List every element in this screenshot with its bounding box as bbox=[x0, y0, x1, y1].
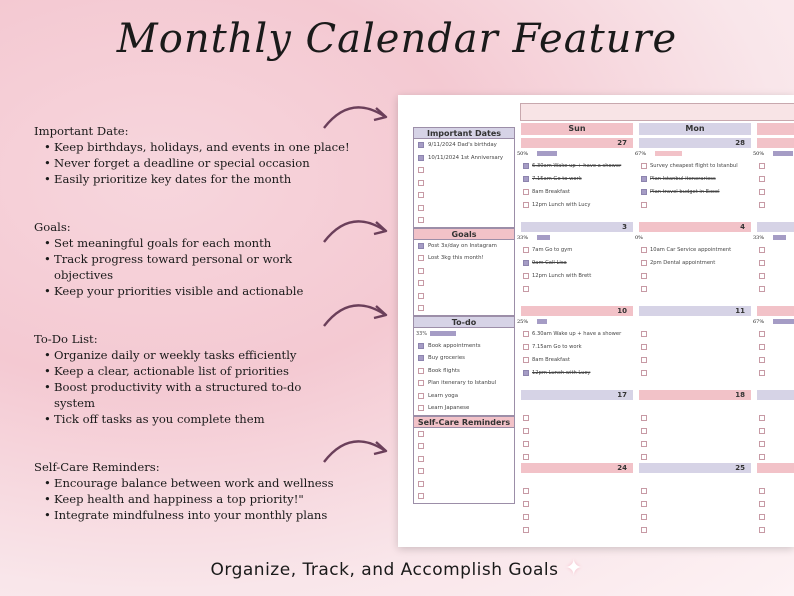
checkbox[interactable] bbox=[641, 428, 647, 434]
checkbox[interactable] bbox=[523, 488, 529, 494]
list-item-label: Learn yoga bbox=[428, 392, 458, 399]
checkbox[interactable] bbox=[641, 488, 647, 494]
task-row bbox=[639, 198, 751, 211]
list-item: • Encourage balance between work and wellness bbox=[44, 475, 334, 491]
task-row bbox=[639, 282, 751, 295]
checkbox[interactable] bbox=[418, 368, 424, 374]
list-item bbox=[414, 164, 514, 177]
list-item: • Keep a clear, actionable list of priorities bbox=[44, 363, 334, 379]
task-row bbox=[521, 282, 633, 295]
task-label: 2pm Dental appointment bbox=[650, 259, 716, 266]
task-row bbox=[639, 411, 751, 424]
list-item-label: Post 3x/day on Instagram bbox=[428, 242, 497, 249]
list-item bbox=[414, 202, 514, 215]
progress-bar bbox=[655, 151, 682, 156]
checkbox[interactable] bbox=[523, 501, 529, 507]
task-label: 7.15am Go to work bbox=[532, 175, 582, 182]
checkbox[interactable] bbox=[418, 217, 424, 223]
checkbox[interactable] bbox=[641, 415, 647, 421]
progress-label: 0% bbox=[635, 234, 643, 241]
list-item: • Set meaningful goals for each month bbox=[44, 235, 324, 251]
checkbox[interactable] bbox=[523, 454, 529, 460]
list-item bbox=[414, 139, 514, 152]
list-item bbox=[414, 177, 514, 190]
task-label: 6.30am Wake up + have a shower bbox=[532, 330, 622, 337]
sparkle-icon: ✦ bbox=[564, 556, 584, 581]
progress-row bbox=[517, 149, 794, 158]
day-cell-sun bbox=[521, 327, 633, 379]
progress-bar bbox=[773, 235, 786, 240]
task-label: 12pm Lunch with Lucy bbox=[532, 201, 591, 208]
checkbox[interactable] bbox=[759, 428, 765, 434]
task-row bbox=[639, 484, 751, 497]
day-cell-mon bbox=[639, 243, 751, 295]
list-item: • Never forget a deadline or special occasion bbox=[44, 155, 350, 171]
task-row bbox=[757, 185, 768, 198]
sidebar-section-list bbox=[413, 240, 515, 316]
task-row bbox=[521, 172, 633, 185]
checkbox[interactable] bbox=[418, 180, 424, 186]
progress-bar bbox=[537, 151, 557, 156]
day-number: 4 bbox=[639, 222, 751, 232]
list-item bbox=[414, 490, 514, 503]
checkbox[interactable] bbox=[641, 501, 647, 507]
checkbox[interactable] bbox=[641, 176, 647, 182]
page-title: Monthly Calendar Feature bbox=[116, 16, 678, 62]
task-row bbox=[521, 497, 633, 510]
task-row bbox=[639, 510, 751, 523]
day-number: 24 bbox=[521, 463, 633, 473]
progress-bar bbox=[537, 319, 547, 324]
day-number bbox=[757, 463, 794, 473]
footer-tagline: Organize, Track, and Accomplish Goals ✦ bbox=[210, 556, 584, 581]
task-row bbox=[521, 353, 633, 366]
task-label: 9am Call Lisa bbox=[532, 259, 567, 266]
checkbox[interactable] bbox=[523, 260, 529, 266]
checkbox[interactable] bbox=[523, 527, 529, 533]
list-item-label: Book appointments bbox=[428, 342, 481, 349]
curved-arrow-icon bbox=[320, 296, 392, 336]
task-row bbox=[639, 172, 751, 185]
progress-label: 33% bbox=[753, 234, 765, 241]
checkbox[interactable] bbox=[641, 527, 647, 533]
sidebar-section-title: Self-Care Reminders bbox=[413, 416, 515, 428]
progress-label: 67% bbox=[753, 318, 765, 325]
calendar-header-bar bbox=[520, 103, 794, 121]
day-number bbox=[757, 390, 794, 400]
list-item: • Keep your priorities visible and actionable bbox=[44, 283, 324, 299]
task-row bbox=[521, 243, 633, 256]
checkbox[interactable] bbox=[641, 441, 647, 447]
checkbox[interactable] bbox=[418, 380, 424, 386]
checkbox[interactable] bbox=[641, 454, 647, 460]
task-row bbox=[639, 366, 751, 379]
checkbox[interactable] bbox=[418, 280, 424, 286]
checkbox[interactable] bbox=[418, 305, 424, 311]
list-item bbox=[414, 453, 514, 466]
task-row bbox=[521, 523, 633, 536]
list-item bbox=[414, 478, 514, 491]
task-row bbox=[639, 437, 751, 450]
task-row bbox=[521, 159, 633, 172]
sidebar-section-list bbox=[413, 139, 515, 228]
list-item: • Organize daily or weekly tasks efficiently bbox=[44, 347, 334, 363]
list-item bbox=[414, 252, 514, 265]
day-number bbox=[757, 306, 794, 316]
sidebar-section-list bbox=[413, 328, 515, 416]
task-row bbox=[757, 327, 768, 340]
checkbox[interactable] bbox=[523, 189, 529, 195]
task-label: Plan travel budget in Excel bbox=[650, 188, 720, 195]
checkbox[interactable] bbox=[759, 176, 765, 182]
checkbox[interactable] bbox=[759, 357, 765, 363]
list-item bbox=[414, 402, 514, 415]
task-row bbox=[757, 159, 768, 172]
checkbox[interactable] bbox=[759, 331, 765, 337]
checkbox[interactable] bbox=[759, 286, 765, 292]
day-cell-mon bbox=[639, 411, 751, 463]
section-goals bbox=[34, 219, 324, 299]
task-label: 12pm Lunch with Lucy bbox=[532, 369, 591, 376]
progress-row bbox=[517, 474, 794, 483]
task-row bbox=[757, 411, 768, 424]
checkbox[interactable] bbox=[418, 443, 424, 449]
checkbox[interactable] bbox=[523, 344, 529, 350]
day-cell-sun bbox=[521, 411, 633, 463]
task-row bbox=[639, 450, 751, 463]
checkbox[interactable] bbox=[418, 355, 424, 361]
progress-row bbox=[517, 317, 794, 326]
progress-label: 25% bbox=[517, 318, 529, 325]
checkbox[interactable] bbox=[523, 176, 529, 182]
checkbox[interactable] bbox=[641, 357, 647, 363]
list-item bbox=[414, 340, 514, 353]
checkbox[interactable] bbox=[759, 202, 765, 208]
task-label: 7.15am Go to work bbox=[532, 343, 582, 350]
checkbox[interactable] bbox=[759, 189, 765, 195]
list-item: • Keep health and happiness a top priority!" bbox=[44, 491, 334, 507]
task-row bbox=[521, 256, 633, 269]
task-row bbox=[639, 523, 751, 536]
checkbox[interactable] bbox=[759, 163, 765, 169]
day-number: 3 bbox=[521, 222, 633, 232]
checkbox[interactable] bbox=[418, 155, 424, 161]
task-label: 7am Go to gym bbox=[532, 246, 573, 253]
task-row bbox=[521, 411, 633, 424]
day-header-next bbox=[757, 123, 794, 135]
checkbox[interactable] bbox=[418, 255, 424, 261]
checkbox[interactable] bbox=[759, 514, 765, 520]
checkbox[interactable] bbox=[641, 202, 647, 208]
checkbox[interactable] bbox=[418, 456, 424, 462]
curved-arrow-icon bbox=[320, 212, 392, 252]
checkbox[interactable] bbox=[523, 428, 529, 434]
list-item-label: Buy groceries bbox=[428, 355, 465, 362]
list-item bbox=[414, 240, 514, 253]
list-item-label: Lost 3kg this month! bbox=[428, 255, 484, 262]
list-item bbox=[414, 465, 514, 478]
task-row bbox=[639, 497, 751, 510]
list-item-label: Plan itenerary to Istanbul bbox=[428, 380, 497, 387]
progress-label: 33% bbox=[416, 330, 428, 337]
progress-label: 50% bbox=[517, 150, 529, 157]
checkbox[interactable] bbox=[641, 331, 647, 337]
day-number bbox=[757, 222, 794, 232]
day-cell-next bbox=[757, 243, 768, 295]
checkbox[interactable] bbox=[759, 344, 765, 350]
checkbox[interactable] bbox=[418, 205, 424, 211]
day-number bbox=[757, 138, 794, 148]
checkbox[interactable] bbox=[418, 405, 424, 411]
progress-row bbox=[517, 401, 794, 410]
task-row bbox=[757, 523, 768, 536]
task-row bbox=[521, 450, 633, 463]
task-row bbox=[521, 185, 633, 198]
checkbox[interactable] bbox=[641, 514, 647, 520]
list-item-label: Book flights bbox=[428, 367, 460, 374]
task-row bbox=[757, 437, 768, 450]
task-row bbox=[757, 172, 768, 185]
list-item bbox=[414, 302, 514, 315]
checkbox[interactable] bbox=[641, 273, 647, 279]
checkbox[interactable] bbox=[759, 488, 765, 494]
progress-bar bbox=[773, 319, 794, 324]
checkbox[interactable] bbox=[523, 370, 529, 376]
checkbox[interactable] bbox=[418, 493, 424, 499]
list-item: • Boost productivity with a structured to-do system bbox=[44, 379, 334, 411]
sidebar-section-title: To-do bbox=[413, 316, 515, 328]
progress-label: 67% bbox=[635, 150, 647, 157]
checkbox[interactable] bbox=[418, 468, 424, 474]
checkbox[interactable] bbox=[759, 441, 765, 447]
curved-arrow-icon bbox=[320, 432, 392, 472]
task-row bbox=[639, 340, 751, 353]
day-cell-sun bbox=[521, 484, 633, 536]
list-item bbox=[414, 428, 514, 441]
checkbox[interactable] bbox=[759, 247, 765, 253]
day-cell-next bbox=[757, 327, 768, 379]
task-row bbox=[521, 198, 633, 211]
list-item bbox=[414, 189, 514, 202]
task-row bbox=[757, 510, 768, 523]
list-item bbox=[414, 214, 514, 227]
task-row bbox=[521, 340, 633, 353]
section-important-date bbox=[34, 123, 350, 187]
checkbox[interactable] bbox=[418, 167, 424, 173]
progress-row bbox=[414, 328, 514, 340]
checkbox[interactable] bbox=[523, 514, 529, 520]
checkbox[interactable] bbox=[418, 142, 424, 148]
task-row bbox=[757, 269, 768, 282]
list-item-label: 9/11/2024 Dad's birthday bbox=[428, 142, 497, 149]
task-label: 12pm Lunch with Brett bbox=[532, 272, 592, 279]
task-row bbox=[757, 256, 768, 269]
progress-row bbox=[517, 233, 794, 242]
day-number: 17 bbox=[521, 390, 633, 400]
task-row bbox=[639, 185, 751, 198]
day-header-sun: Sun bbox=[521, 123, 633, 135]
checkbox[interactable] bbox=[523, 286, 529, 292]
checkbox[interactable] bbox=[641, 163, 647, 169]
section-heading: Important Date: bbox=[34, 124, 129, 138]
list-item-label: 10/11/2024 1st Anniversary bbox=[428, 154, 504, 161]
day-cell-next bbox=[757, 159, 768, 211]
curved-arrow-icon bbox=[320, 98, 392, 138]
task-row bbox=[521, 484, 633, 497]
list-item bbox=[414, 265, 514, 278]
day-number: 11 bbox=[639, 306, 751, 316]
list-item bbox=[414, 152, 514, 165]
sidebar-section-title: Important Dates bbox=[413, 127, 515, 139]
day-cell-mon bbox=[639, 484, 751, 536]
checkbox[interactable] bbox=[641, 260, 647, 266]
checkbox[interactable] bbox=[641, 189, 647, 195]
task-label: 8am Breakfast bbox=[532, 188, 570, 195]
sidebar-section-title: Goals bbox=[413, 228, 515, 240]
day-number: 18 bbox=[639, 390, 751, 400]
section-todo bbox=[34, 331, 334, 427]
progress-bar bbox=[430, 331, 456, 336]
list-item: • Tick off tasks as you complete them bbox=[44, 411, 334, 427]
day-cell-mon bbox=[639, 159, 751, 211]
progress-label: 33% bbox=[517, 234, 529, 241]
task-row bbox=[757, 366, 768, 379]
task-row bbox=[757, 282, 768, 295]
sidebar bbox=[413, 127, 515, 504]
task-row bbox=[757, 497, 768, 510]
task-row bbox=[639, 256, 751, 269]
list-item bbox=[414, 440, 514, 453]
day-cell-next bbox=[757, 484, 768, 536]
list-item: • Track progress toward personal or work objectives bbox=[44, 251, 324, 283]
checkbox[interactable] bbox=[523, 273, 529, 279]
section-heading: To-Do List: bbox=[34, 332, 98, 346]
section-self-care bbox=[34, 459, 334, 523]
checkbox[interactable] bbox=[418, 393, 424, 399]
checkbox[interactable] bbox=[759, 415, 765, 421]
task-row bbox=[639, 327, 751, 340]
checkbox[interactable] bbox=[641, 370, 647, 376]
task-row bbox=[757, 424, 768, 437]
task-label: Survey cheapest flight to Istanbul bbox=[650, 162, 738, 169]
list-item: • Integrate mindfulness into your monthly plans bbox=[44, 507, 334, 523]
checkbox[interactable] bbox=[523, 415, 529, 421]
section-heading: Goals: bbox=[34, 220, 71, 234]
day-cell-sun bbox=[521, 243, 633, 295]
checkbox[interactable] bbox=[418, 268, 424, 274]
task-row bbox=[521, 437, 633, 450]
checkbox[interactable] bbox=[759, 527, 765, 533]
task-row bbox=[639, 159, 751, 172]
task-row bbox=[757, 340, 768, 353]
day-number: 28 bbox=[639, 138, 751, 148]
checkbox[interactable] bbox=[418, 481, 424, 487]
checkbox[interactable] bbox=[418, 343, 424, 349]
task-row bbox=[757, 243, 768, 256]
task-row bbox=[757, 353, 768, 366]
day-cell-next bbox=[757, 411, 768, 463]
task-row bbox=[757, 198, 768, 211]
checkbox[interactable] bbox=[759, 273, 765, 279]
list-item: • Keep birthdays, holidays, and events in one place! bbox=[44, 139, 350, 155]
progress-label: 50% bbox=[753, 150, 765, 157]
checkbox[interactable] bbox=[418, 293, 424, 299]
list-item: • Easily prioritize key dates for the month bbox=[44, 171, 350, 187]
checkbox[interactable] bbox=[523, 331, 529, 337]
checkbox[interactable] bbox=[523, 247, 529, 253]
section-heading: Self-Care Reminders: bbox=[34, 460, 160, 474]
day-cell-sun bbox=[521, 159, 633, 211]
task-label: 10am Car Service appointment bbox=[650, 246, 732, 253]
task-row bbox=[521, 366, 633, 379]
list-item bbox=[414, 277, 514, 290]
task-label: 6.30am Wake up + have a shower bbox=[532, 162, 622, 169]
task-row bbox=[521, 269, 633, 282]
task-row bbox=[521, 510, 633, 523]
checkbox[interactable] bbox=[523, 357, 529, 363]
task-row bbox=[639, 243, 751, 256]
day-number: 27 bbox=[521, 138, 633, 148]
checkbox[interactable] bbox=[759, 260, 765, 266]
list-item bbox=[414, 377, 514, 390]
list-item-label: Learn Japanese bbox=[428, 405, 470, 412]
task-label: Plan Istanbul itenerariess bbox=[650, 175, 716, 182]
progress-bar bbox=[537, 235, 550, 240]
checkbox[interactable] bbox=[418, 192, 424, 198]
checkbox[interactable] bbox=[641, 286, 647, 292]
task-row bbox=[757, 450, 768, 463]
checkbox[interactable] bbox=[759, 454, 765, 460]
task-row bbox=[639, 424, 751, 437]
task-row bbox=[521, 327, 633, 340]
list-item bbox=[414, 365, 514, 378]
checkbox[interactable] bbox=[418, 243, 424, 249]
checkbox[interactable] bbox=[641, 247, 647, 253]
checkbox[interactable] bbox=[641, 344, 647, 350]
day-number: 25 bbox=[639, 463, 751, 473]
day-number: 10 bbox=[521, 306, 633, 316]
task-row bbox=[639, 353, 751, 366]
day-cell-mon bbox=[639, 327, 751, 379]
list-item bbox=[414, 352, 514, 365]
sidebar-section-list bbox=[413, 428, 515, 504]
checkbox[interactable] bbox=[759, 501, 765, 507]
calendar-mockup bbox=[398, 95, 794, 547]
checkbox[interactable] bbox=[418, 431, 424, 437]
checkbox[interactable] bbox=[523, 163, 529, 169]
day-header-mon: Mon bbox=[639, 123, 751, 135]
task-row bbox=[639, 269, 751, 282]
task-row bbox=[521, 424, 633, 437]
list-item bbox=[414, 390, 514, 403]
list-item bbox=[414, 290, 514, 303]
checkbox[interactable] bbox=[523, 441, 529, 447]
task-row bbox=[757, 484, 768, 497]
checkbox[interactable] bbox=[759, 370, 765, 376]
checkbox[interactable] bbox=[523, 202, 529, 208]
progress-bar bbox=[773, 151, 793, 156]
task-label: 8am Breakfast bbox=[532, 356, 570, 363]
